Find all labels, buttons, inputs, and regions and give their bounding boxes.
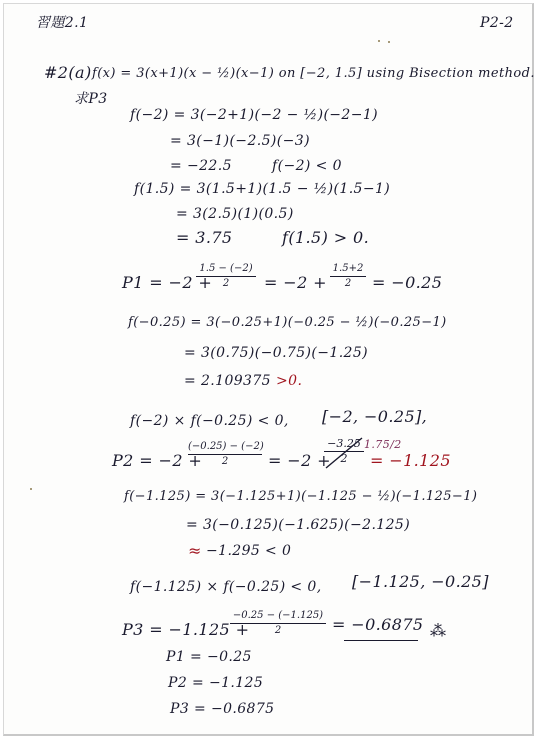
p2-fraction-denominator: 2 (221, 456, 229, 467)
p1-result: = −0.25 (372, 273, 443, 292)
approx-symbol: ≈ (188, 541, 202, 560)
p1-fraction-2-numerator: 1.5+2 (332, 263, 364, 274)
p2-crossed-numerator: −3.25 (327, 437, 361, 450)
p3-fraction-numerator: −0.25 − (−1.125) (232, 610, 324, 621)
p2-fraction-numerator: (−0.25) − (−2) (188, 441, 264, 452)
p3-fraction (230, 610, 326, 637)
eval-f-1.5-line1: f(1.5) = 3(1.5+1)(1.5 − ½)(1.5−1) (134, 181, 391, 197)
summary-p2: P2 = −1.125 (168, 675, 264, 691)
eval-f-neg1.125-line2: = 3(−0.125)(−1.625)(−2.125) (186, 517, 411, 533)
p3-fraction-denominator: 2 (274, 625, 282, 636)
p2-result: = −1.125 (370, 451, 451, 470)
paper-speck (30, 488, 32, 490)
eval-f-neg0.25-line2: = 3(0.75)(−0.75)(−1.25) (184, 345, 369, 361)
p1-fraction (196, 263, 256, 290)
p3-result: = −0.6875 (332, 615, 424, 634)
p1-fraction-2-denominator: 2 (344, 278, 352, 289)
p1-fraction-denominator: 2 (222, 278, 230, 289)
p2-fraction (188, 441, 262, 468)
p2-correction: 1.75/2 (364, 438, 402, 451)
p1-fraction-2-bar (330, 276, 366, 277)
eval-f-neg2-line2: = 3(−1)(−2.5)(−3) (170, 133, 310, 149)
step3-interval: [−1.125, −0.25] (352, 572, 489, 591)
paper-speck (388, 41, 390, 43)
p2-mid: = −2 + (268, 451, 331, 470)
eval-f-neg1.125-line3: −1.295 < 0 (206, 543, 292, 559)
p1-fraction-bar (196, 276, 256, 277)
p1-fraction-numerator: 1.5 − (−2) (199, 263, 253, 274)
problem-number: #2(a) (44, 63, 92, 82)
eval-f-1.5-sign: f(1.5) > 0. (282, 228, 370, 247)
step2-interval: [−2, −0.25], (322, 407, 428, 426)
p3-fraction-bar (230, 623, 326, 624)
p3-final-mark: ⁂ (430, 621, 447, 640)
eval-f-1.5-line2: = 3(2.5)(1)(0.5) (176, 206, 294, 222)
p1-mid: = −2 + (264, 273, 327, 292)
p3-result-underline (344, 640, 418, 641)
eval-f-neg0.25-sign: >0. (276, 373, 303, 389)
step3-product: f(−1.125) × f(−0.25) < 0, (130, 579, 322, 595)
eval-f-neg0.25-line1: f(−0.25) = 3(−0.25+1)(−0.25 − ½)(−0.25−1) (128, 315, 447, 330)
step2-product: f(−2) × f(−0.25) < 0, (130, 413, 289, 429)
p2-fraction-bar (188, 454, 262, 455)
p3-lhs: P3 = −1.125 + (122, 620, 250, 639)
p2-crossed-denominator: 2 (340, 452, 348, 465)
eval-f-neg2-line1: f(−2) = 3(−2+1)(−2 − ½)(−2−1) (130, 107, 379, 123)
paper-speck (378, 40, 380, 42)
eval-f-neg1.125-line1: f(−1.125) = 3(−1.125+1)(−1.125 − ½)(−1.125−1) (124, 489, 478, 504)
eval-f-neg0.25-line3: = 2.109375 (184, 373, 271, 389)
page-heading: 習題2.1 (36, 15, 89, 31)
summary-p1: P1 = −0.25 (166, 649, 252, 665)
eval-f-neg2-line3: = −22.5 (170, 158, 232, 174)
p2-lhs: P2 = −2 + (112, 451, 203, 470)
problem-statement: f(x) = 3(x+1)(x − ½)(x−1) on [−2, 1.5] using Bisection method. (92, 66, 535, 81)
page-number: P2-2 (480, 15, 514, 31)
problem-goal: 求P3 (74, 91, 108, 107)
eval-f-neg2-sign: f(−2) < 0 (272, 158, 342, 174)
p1-fraction-2 (330, 263, 366, 290)
summary-p3: P3 = −0.6875 (170, 701, 275, 717)
eval-f-1.5-line3: = 3.75 (176, 228, 233, 247)
p1-lhs: P1 = −2 + (122, 273, 213, 292)
p2-strike-icon (322, 436, 366, 470)
